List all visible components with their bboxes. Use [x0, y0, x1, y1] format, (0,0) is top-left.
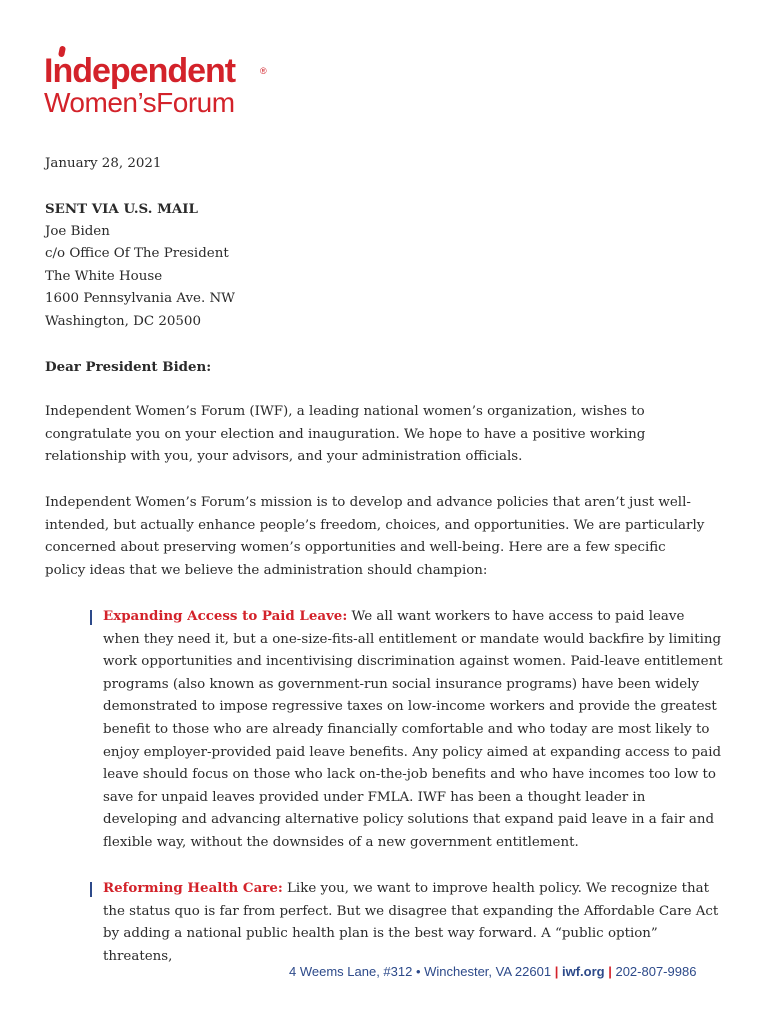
- footer-phone: 202-807-9986: [615, 964, 697, 979]
- logo-registered-mark: ®: [260, 66, 267, 76]
- footer-address: 4 Weems Lane, #312 • Winchester, VA 22601: [289, 964, 552, 979]
- policy-heading: Reforming Health Care:: [103, 880, 283, 896]
- delivery-method: SENT VIA U.S. MAIL: [45, 201, 198, 217]
- address-line: Washington, DC 20500: [45, 314, 201, 329]
- address-line: The White House: [45, 269, 163, 284]
- policy-body: We all want workers to have access to paid leave when they need it, but a one-size-fits-all entitlement or mandate would backfire by limiting work opportunities and incentivising discrimination against women. Paid-leave entitlement programs (also known as government-run social insurance programs) have been widely demonstrated to impose regressive taxes on low-income workers and provide the greatest benefit to those who are already financially comfortable and who today are most likely to enjoy employer-provided paid leave benefits. Any policy aimed at expanding access to paid leave should focus on those who lack on-the-job benefits and who have incomes too low to save for unpaid leaves provided under FMLA. IWF has been a thought leader in developing and advancing alternative policy solutions that expand paid leave in a fair and flexible way, without the downsides of a new government entitlement.: [103, 609, 723, 850]
- logo-line-1: Independent: [44, 52, 236, 90]
- bullet-bar: [90, 882, 92, 897]
- address-line: c/o Office Of The President: [45, 246, 229, 261]
- footer-separator: |: [608, 964, 612, 979]
- salutation: Dear President Biden:: [45, 359, 212, 375]
- policy-heading: Expanding Access to Paid Leave:: [103, 608, 348, 624]
- logo-line-2: Women’sForum: [44, 87, 235, 118]
- footer-contact: [289, 964, 696, 979]
- paragraph-mission: Independent Women’s Forum’s mission is to develop and advance policies that aren’t just well-intended, but actually enhance people’s freedom, choices, and opportunities. We are particularly concerned about preserving women’s opportunities and well-being. Here are a few specific policy ideas that we believe the administration should champion:: [45, 495, 705, 578]
- address-line: 1600 Pennsylvania Ave. NW: [45, 291, 235, 306]
- paragraph-intro: Independent Women’s Forum (IWF), a leading national women’s organization, wishes to congratulate you on your election and inauguration. We hope to have a positive working relationship with you, your advisors, and your administration officials.: [45, 404, 646, 465]
- policy-item-health-care: [103, 877, 723, 968]
- policy-item-paid-leave: [103, 605, 723, 855]
- address-line: Joe Biden: [45, 224, 110, 239]
- policy-body: Like you, we want to improve health policy. We recognize that the status quo is far from perfect. But we disagree that expanding the Affordable Care Act by adding a national public health plan is the best way forward. A “public option” threatens,: [103, 881, 719, 964]
- footer-website[interactable]: iwf.org: [561, 964, 605, 979]
- bullet-bar: [90, 610, 92, 625]
- letter-date: January 28, 2021: [45, 156, 162, 171]
- footer-separator: |: [554, 964, 559, 979]
- iwf-logo: [44, 44, 274, 124]
